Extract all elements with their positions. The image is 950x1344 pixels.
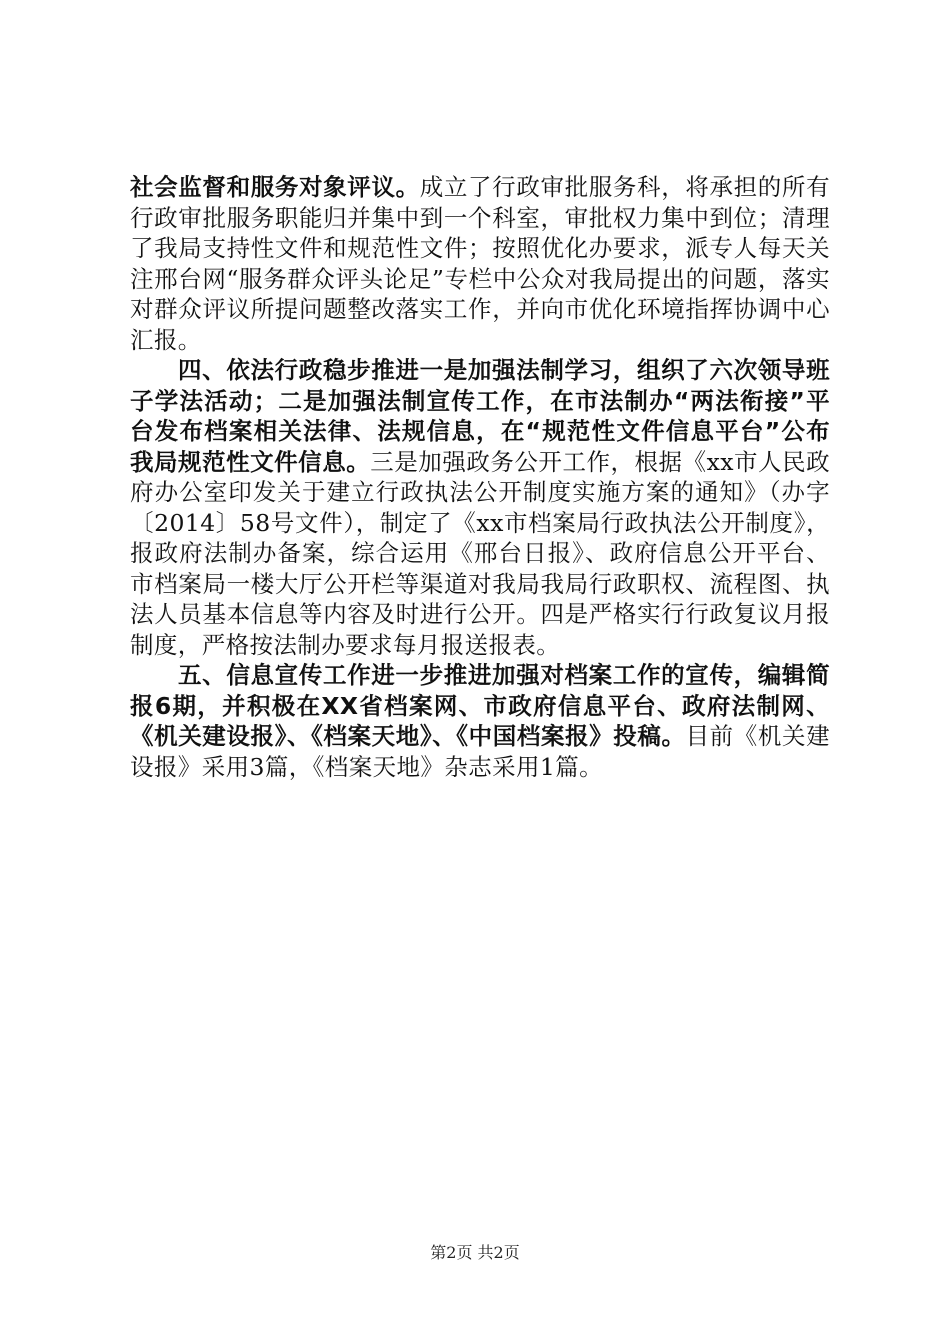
paragraph-section-five (130, 660, 830, 782)
paragraph-section-four (130, 355, 830, 660)
paragraph-lead: 五、信息宣传工作进一步推进加强对档案工作的宣传，编辑简报6期，并积极在XX省档案网、市政府信息平台、政府法制网、《机关建设报》、《档案天地》、《中国档案报》投稿。 (130, 661, 830, 750)
paragraph-text: 三是加强政务公开工作，根据《xx市人民政府办公室印发关于建立行政执法公开制度实施方案的通知》（办字〔2014〕58号文件），制定了《xx市档案局行政执法公开制度》，报政府法制办备案，综合运用《邢台日报》、政府信息公开平台、市档案局一楼大厅公开栏等渠道对我局我局行政职权、流程图、执法人员基本信息等内容及时进行公开。四是严格实行行政复议月报制度，严格按法制办要求每月报送报表。 (130, 447, 830, 659)
paragraph-lead: 社会监督和服务对象评议。 (130, 173, 420, 201)
document-body (130, 172, 830, 782)
paragraph-lead: 四、依法行政稳步推进一是加强法制学习，组织了六次领导班子学法活动；二是加强法制宣传工作，在市法制办“两法衔接”平台发布档案相关法律、法规信息，在“规范性文件信息平台”公布我局规范性文件信息。 (130, 356, 830, 476)
page-number-footer: 第2页 共2页 (430, 1243, 520, 1262)
paragraph-text: 目前《机关建设报》采用3篇，《档案天地》杂志采用1篇。 (130, 722, 830, 781)
paragraph-text: 成立了行政审批服务科，将承担的所有行政审批服务职能归并集中到一个科室，审批权力集中到位；清理了我局支持性文件和规范性文件；按照优化办要求，派专人每天关注邢台网“服务群众评头论足”专栏中公众对我局提出的问题，落实对群众评议所提问题整改落实工作，并向市优化环境指挥协调中心汇报。 (130, 173, 830, 354)
paragraph-supervision (130, 172, 830, 355)
